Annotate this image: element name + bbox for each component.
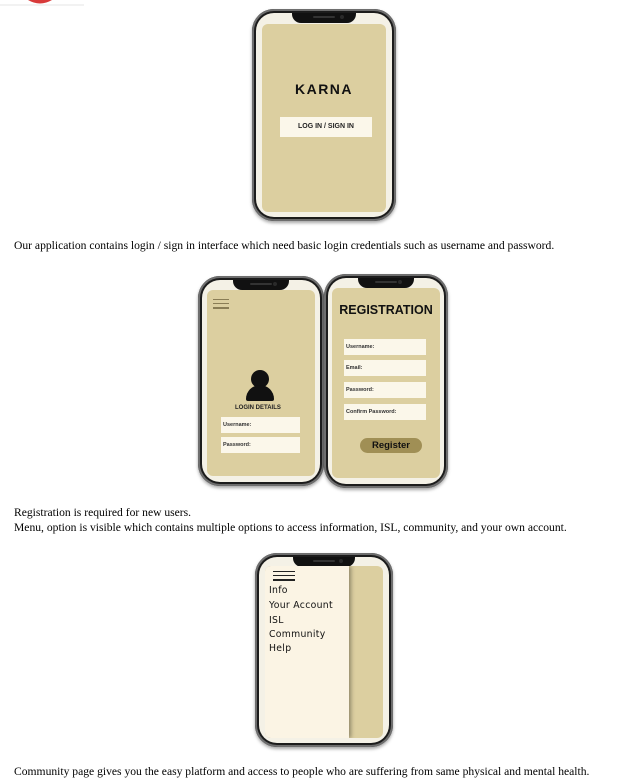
registration-screen bbox=[332, 288, 440, 478]
login-screen bbox=[262, 24, 386, 212]
menu-item-your-account[interactable]: Your Account bbox=[269, 600, 333, 611]
registration-title: REGISTRATION bbox=[339, 303, 433, 317]
menu-item-info[interactable]: Info bbox=[269, 585, 288, 596]
corner-mark bbox=[0, 0, 84, 6]
menu-item-isl[interactable]: ISL bbox=[269, 615, 284, 626]
user-icon-body bbox=[246, 385, 274, 401]
app-title: KARNA bbox=[294, 81, 354, 97]
reg-email-field[interactable]: Email: bbox=[344, 360, 426, 376]
phone-menu bbox=[255, 553, 393, 747]
phone-login-details bbox=[198, 276, 324, 486]
login-details-label: LOGIN DETAILS bbox=[235, 405, 281, 411]
register-button[interactable]: Register bbox=[360, 438, 422, 453]
side-menu bbox=[265, 566, 349, 738]
caption-login: Our application contains login / sign in interface which need basic login credentials such as username and password. bbox=[14, 239, 555, 252]
phone-login-screen bbox=[252, 9, 396, 221]
password-field[interactable]: Password: bbox=[221, 437, 300, 453]
phone-notch bbox=[292, 13, 356, 23]
reg-password-field[interactable]: Password: bbox=[344, 382, 426, 398]
menu-item-help[interactable]: Help bbox=[269, 643, 292, 654]
menu-item-community[interactable]: Community bbox=[269, 629, 326, 640]
phone-registration bbox=[324, 274, 448, 488]
login-signin-button[interactable]: LOG IN / SIGN IN bbox=[280, 117, 372, 137]
menu-screen bbox=[265, 566, 383, 738]
login-details-screen bbox=[207, 290, 315, 476]
hamburger-icon[interactable] bbox=[273, 571, 295, 584]
hamburger-icon[interactable] bbox=[213, 299, 229, 312]
username-field[interactable]: Username: bbox=[221, 417, 300, 433]
caption-community: Community page gives you the easy platform and access to people who are suffering from same physical and mental health. bbox=[14, 765, 590, 778]
caption-registration: Registration is required for new users. bbox=[14, 506, 192, 519]
phone-notch bbox=[358, 278, 414, 288]
reg-username-field[interactable]: Username: bbox=[344, 339, 426, 355]
reg-confirm-password-field[interactable]: Confirm Password: bbox=[344, 404, 426, 420]
phone-notch bbox=[233, 280, 289, 290]
caption-menu: Menu, option is visible which contains multiple options to access information, ISL, community, and your own account. bbox=[14, 521, 567, 534]
